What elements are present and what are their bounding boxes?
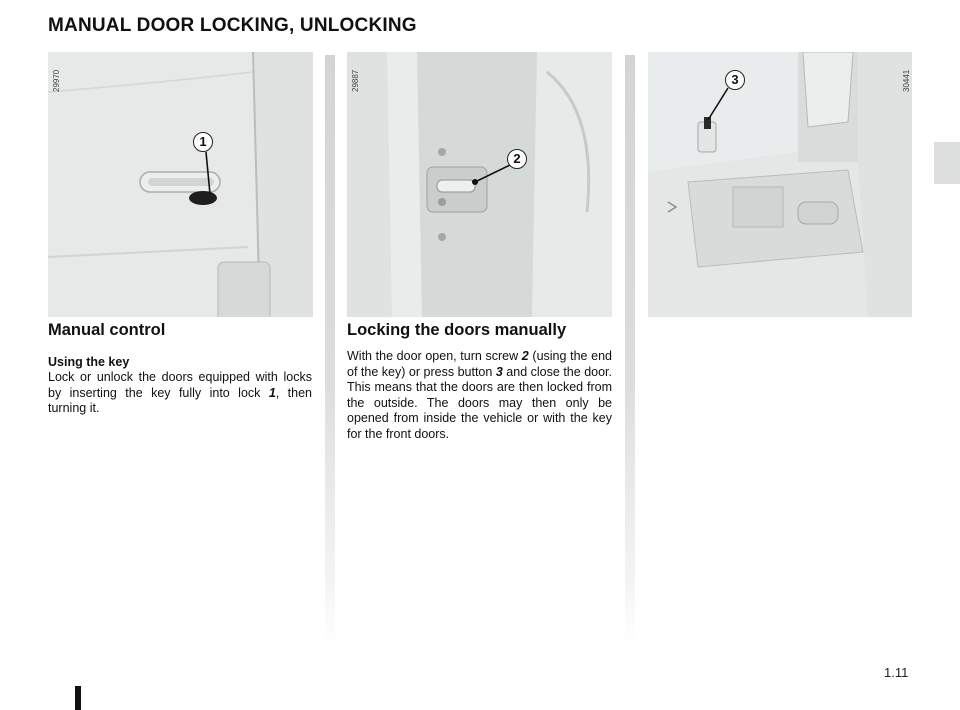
callout-3: 3	[725, 70, 745, 90]
text-run: (using the end of the key) or press button	[347, 349, 612, 379]
text-run: With the door open, turn screw	[347, 349, 522, 363]
section-heading-manual-control: Manual control	[48, 321, 166, 339]
page-number: 1.11	[884, 665, 909, 680]
section-heading-locking-doors: Locking the doors manually	[347, 321, 567, 339]
page-title: MANUAL DOOR LOCKING, UNLOCKING	[48, 15, 417, 36]
paragraph-using-key	[48, 370, 312, 417]
figure-ref-number: 29970	[52, 69, 61, 92]
column-divider-left	[325, 55, 335, 645]
subheading-using-key: Using the key	[48, 355, 130, 369]
column-divider-right	[625, 55, 635, 645]
figure-ref-number: 29887	[351, 69, 360, 92]
edge-mark	[75, 686, 81, 710]
text-run: and close the door. This means that the doors are then locked from the outside. The doors may then only be opened from inside the vehicle or with the key for the front doors.	[347, 364, 612, 441]
figure-door-handle-lock	[48, 52, 313, 317]
text-run: Lock or unlock the doors equipped with locks by inserting the key fully into lock	[48, 370, 312, 400]
text-run: , then turning it.	[48, 385, 313, 416]
callout-1: 1	[193, 132, 213, 152]
door-handle-illustration	[48, 52, 313, 317]
door-button-illustration	[648, 52, 912, 317]
figure-lock-mechanism	[347, 52, 612, 317]
paragraph-locking-doors	[347, 349, 612, 443]
lock-mechanism-illustration	[347, 52, 612, 317]
callout-2: 2	[507, 149, 527, 169]
reference-number: 3	[495, 364, 503, 379]
figure-door-button	[648, 52, 912, 317]
reference-number: 2	[521, 349, 529, 363]
section-tab	[934, 142, 960, 184]
reference-number: 1	[268, 385, 276, 400]
figure-ref-number: 30441	[902, 69, 911, 92]
